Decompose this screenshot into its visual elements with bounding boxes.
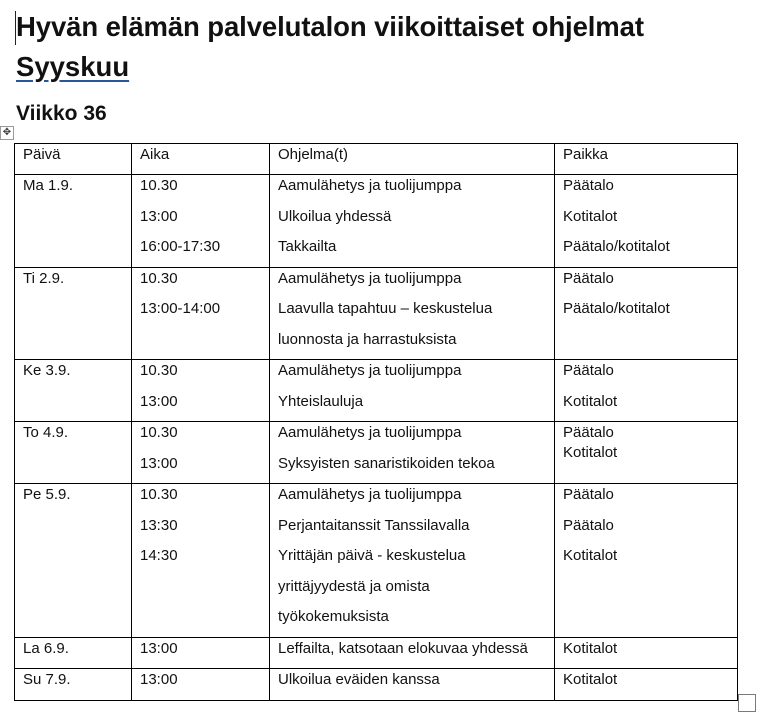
table-row <box>15 669 738 701</box>
program-line: Aamulähetys ja tuolijumppa <box>278 362 462 379</box>
place-cell[interactable] <box>555 422 738 484</box>
place-cell[interactable] <box>555 637 738 669</box>
place-cell[interactable] <box>555 175 738 268</box>
day-label: Ti 2.9. <box>23 269 65 287</box>
day-label: To 4.9. <box>23 424 69 441</box>
table-resize-icon[interactable] <box>738 694 756 712</box>
table-row <box>15 360 738 422</box>
day-cell[interactable] <box>15 669 132 701</box>
time-line: 14:30 <box>140 547 178 564</box>
place-line: Kotitalot <box>563 671 618 688</box>
time-cell[interactable] <box>132 175 270 268</box>
header-day: Päivä <box>23 146 61 163</box>
day-cell[interactable] <box>15 637 132 669</box>
header-cell-program[interactable] <box>270 144 555 175</box>
month-heading[interactable]: Syyskuu <box>16 51 130 82</box>
program-cell[interactable] <box>270 669 555 701</box>
table-row <box>15 267 738 360</box>
place-line: Päätalo <box>563 424 614 441</box>
time-cell[interactable] <box>132 422 270 484</box>
time-line: 13:00 <box>140 639 178 657</box>
place-line: Päätalo <box>563 486 614 503</box>
place-line: Päätalo <box>563 177 614 194</box>
program-line: Ulkoilua yhdessä <box>278 207 392 225</box>
table-move-icon[interactable]: ✥ <box>0 126 14 140</box>
time-line: 16:00-17:30 <box>140 238 221 255</box>
table-row <box>15 484 738 638</box>
table-row <box>15 422 738 484</box>
header-cell-day[interactable] <box>15 144 132 175</box>
program-line: Leffailta, katsotaan elokuvaa yhdessä <box>278 639 528 657</box>
place-line: Päätalo <box>563 269 614 287</box>
program-line: Laavulla tapahtuu – keskustelua <box>278 300 493 317</box>
place-line: Päätalo <box>563 362 614 379</box>
program-line: luonnosta ja harrastuksista <box>278 330 457 348</box>
time-line: 10.30 <box>140 424 178 441</box>
day-cell[interactable] <box>15 422 132 484</box>
place-cell[interactable] <box>555 484 738 638</box>
place-line: Kotitalot <box>563 444 618 461</box>
place-line: Päätalo/kotitalot <box>563 238 670 255</box>
header-time: Aika <box>140 146 170 163</box>
program-line: Yhteislauluja <box>278 392 364 410</box>
table-header-row <box>15 144 738 175</box>
header-cell-time[interactable] <box>132 144 270 175</box>
program-cell[interactable] <box>270 422 555 484</box>
program-line: yrittäjyydestä ja omista <box>278 577 430 595</box>
document-title[interactable]: Hyvän elämän palvelutalon viikoittaiset ohjelmat <box>16 11 644 42</box>
program-line: Yrittäjän päivä - keskustelua <box>278 547 466 564</box>
program-line: Perjantaitanssit Tanssilavalla <box>278 516 470 534</box>
day-label: Ke 3.9. <box>23 362 71 379</box>
table-row <box>15 637 738 669</box>
day-label: La 6.9. <box>23 639 69 657</box>
time-line: 13:00-14:00 <box>140 300 221 317</box>
program-cell[interactable] <box>270 484 555 638</box>
header-cell-place[interactable] <box>555 144 738 175</box>
place-line: Päätalo <box>563 516 614 534</box>
time-line: 13:00 <box>140 454 178 472</box>
day-cell[interactable] <box>15 360 132 422</box>
time-cell[interactable] <box>132 669 270 701</box>
program-line: Ulkoilua eväiden kanssa <box>278 671 440 688</box>
program-line: Syksyisten sanaristikoiden tekoa <box>278 454 495 472</box>
program-line: Aamulähetys ja tuolijumppa <box>278 269 462 287</box>
day-label: Su 7.9. <box>23 671 71 688</box>
program-line: Aamulähetys ja tuolijumppa <box>278 486 462 503</box>
table-row <box>15 175 738 268</box>
day-label: Pe 5.9. <box>23 486 71 503</box>
place-line: Kotitalot <box>563 207 618 225</box>
schedule-table[interactable] <box>14 143 738 701</box>
header-place: Paikka <box>563 146 609 163</box>
program-cell[interactable] <box>270 267 555 360</box>
program-line: Takkailta <box>278 238 337 255</box>
place-line: Kotitalot <box>563 392 618 410</box>
time-line: 13:30 <box>140 516 178 534</box>
time-line: 13:00 <box>140 207 178 225</box>
place-line: Päätalo/kotitalot <box>563 300 670 317</box>
day-label: Ma 1.9. <box>23 177 74 194</box>
program-line: Aamulähetys ja tuolijumppa <box>278 177 462 194</box>
time-cell[interactable] <box>132 637 270 669</box>
time-line: 10.30 <box>140 269 178 287</box>
program-cell[interactable] <box>270 360 555 422</box>
day-cell[interactable] <box>15 175 132 268</box>
header-program: Ohjelma(t) <box>278 146 349 163</box>
program-line: Aamulähetys ja tuolijumppa <box>278 424 462 441</box>
time-cell[interactable] <box>132 360 270 422</box>
time-line: 13:00 <box>140 671 178 688</box>
time-line: 10.30 <box>140 486 178 503</box>
day-cell[interactable] <box>15 267 132 360</box>
place-cell[interactable] <box>555 669 738 701</box>
program-cell[interactable] <box>270 175 555 268</box>
place-line: Kotitalot <box>563 547 618 564</box>
program-line: työkokemuksista <box>278 608 389 625</box>
week-heading[interactable]: Viikko 36 <box>16 102 107 125</box>
time-cell[interactable] <box>132 267 270 360</box>
place-line: Kotitalot <box>563 639 618 657</box>
place-cell[interactable] <box>555 267 738 360</box>
time-line: 13:00 <box>140 392 178 410</box>
time-line: 10.30 <box>140 177 178 194</box>
time-cell[interactable] <box>132 484 270 638</box>
time-line: 10.30 <box>140 362 178 379</box>
place-cell[interactable] <box>555 360 738 422</box>
day-cell[interactable] <box>15 484 132 638</box>
program-cell[interactable] <box>270 637 555 669</box>
